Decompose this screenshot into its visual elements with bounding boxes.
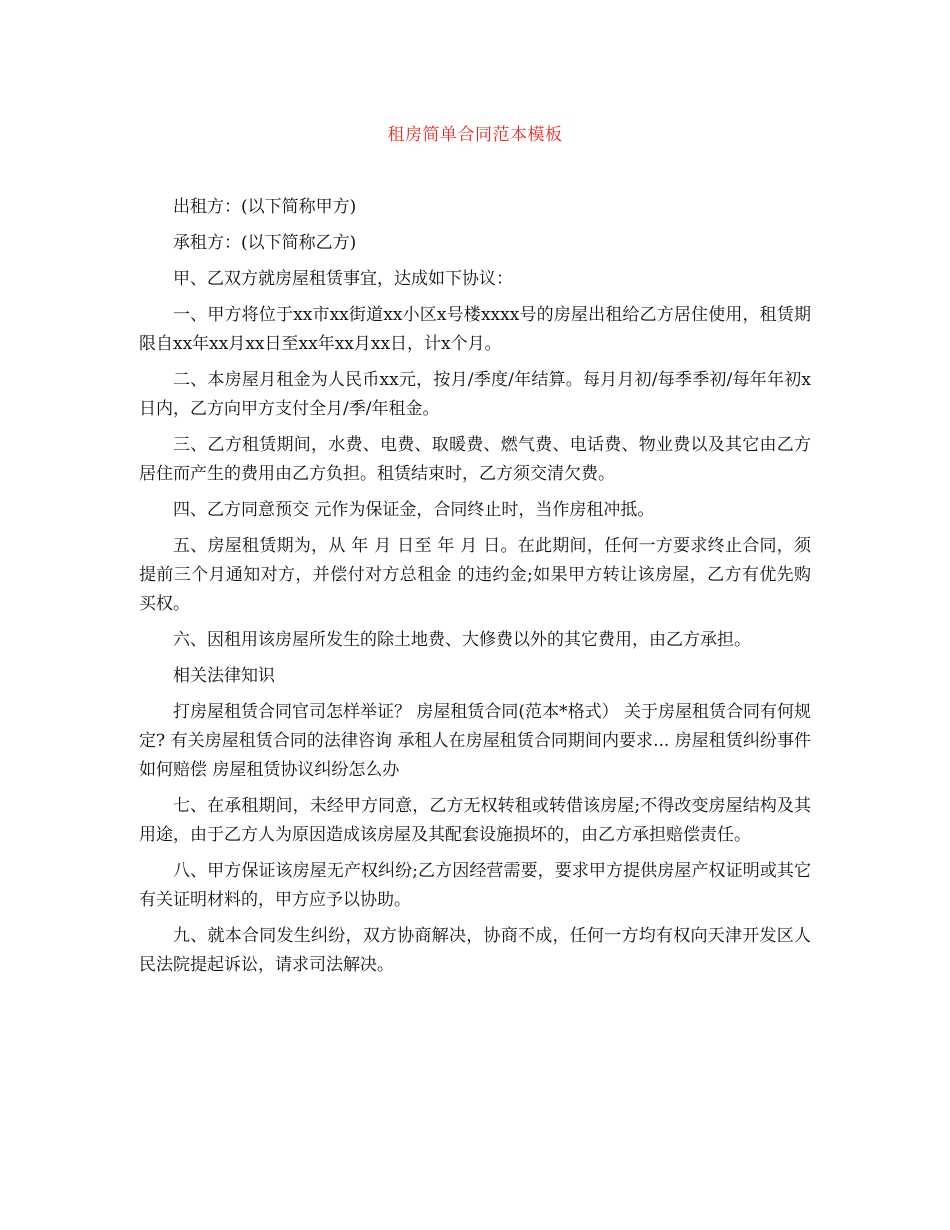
paragraph-clause-6: 六、因租用该房屋所发生的除土地费、大修费以外的其它费用，由乙方承担。 — [173, 630, 751, 650]
paragraph-clause-3: 三、乙方租赁期间，水费、电费、取暖费、燃气费、电话费、物业费以及其它由乙方居住而产生的费用由乙方负担。租赁结束时，乙方须交清欠费。 — [139, 435, 811, 484]
document-body — [139, 193, 811, 987]
paragraph-legal-knowledge-links: 打房屋租赁合同官司怎样举证？ 房屋租赁合同(范本*格式） 关于房屋租赁合同有何规定? 有关房屋租赁合同的法律咨询 承租人在房屋租赁合同期间内要求... 房屋租赁纠纷事件如何赔偿 房屋租赁协议纠纷怎么办 — [139, 702, 811, 780]
paragraph-clause-7: 七、在承租期间，未经甲方同意，乙方无权转租或转借该房屋;不得改变房屋结构及其用途，由于乙方人为原因造成该房屋及其配套设施损坏的，由乙方承担赔偿责任。 — [139, 796, 811, 845]
paragraph-clause-8: 八、甲方保证该房屋无产权纠纷;乙方因经营需要，要求甲方提供房屋产权证明或其它有关证明材料的，甲方应予以协助。 — [139, 861, 811, 910]
paragraph-clause-2: 二、本房屋月租金为人民币xx元，按月/季度/年结算。每月月初/每季季初/每年年初x日内，乙方向甲方支付全月/季/年租金。 — [139, 370, 811, 419]
paragraph-lessor: 出租方：(以下简称甲方) — [173, 197, 357, 217]
paragraph-clause-4: 四、乙方同意预交 元作为保证金，合同终止时，当作房租冲抵。 — [173, 500, 655, 520]
document-title: 租房简单合同范本模板 — [387, 125, 563, 145]
paragraph-agreement-intro: 甲、乙双方就房屋租赁事宜，达成如下协议： — [173, 269, 513, 289]
paragraph-clause-9: 九、就本合同发生纠纷，双方协商解决，协商不成，任何一方均有权向天津开发区人民法院提起诉讼，请求司法解决。 — [139, 926, 811, 975]
paragraph-lessee: 承租方：(以下简称乙方) — [173, 233, 357, 253]
paragraph-clause-5: 五、房屋租赁期为，从 年 月 日至 年 月 日。在此期间，任何一方要求终止合同，须提前三个月通知对方，并偿付对方总租金 的违约金;如果甲方转让该房屋，乙方有优先购买权。 — [139, 536, 811, 614]
paragraph-clause-1: 一、甲方将位于xx市xx街道xx小区x号楼xxxx号的房屋出租给乙方居住使用，租赁期限自xx年xx月xx日至xx年xx月xx日，计x个月。 — [139, 305, 811, 354]
paragraph-legal-knowledge-heading: 相关法律知识 — [173, 666, 275, 686]
